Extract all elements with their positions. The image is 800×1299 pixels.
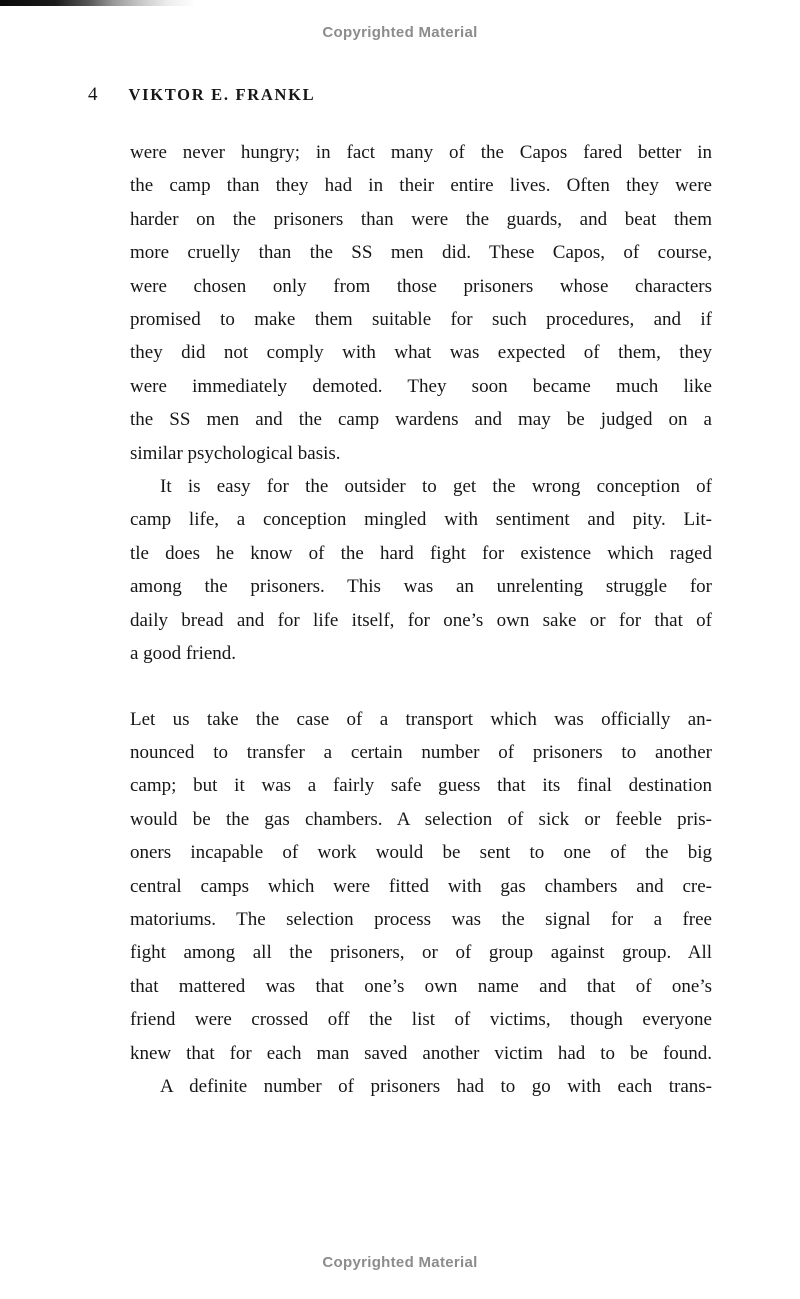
paragraph [130, 136, 712, 470]
text-line: matoriums. The selection process was the signal for a free [130, 908, 712, 930]
paragraph [130, 703, 712, 1070]
text-line: would be the gas chambers. A selection of sick or feeble pris- [130, 808, 712, 830]
text-line: the camp than they had in their entire lives. Often they were [130, 175, 712, 197]
text-line: friend were crossed off the list of victims, though everyone [130, 1009, 712, 1031]
paragraph [130, 470, 712, 670]
copyright-notice-bottom: Copyrighted Material [322, 1254, 478, 1271]
text-line: a good friend. [130, 643, 237, 665]
text-line: camp; but it was a fairly safe guess that its final destination [130, 775, 712, 797]
text-line: more cruelly than the SS men did. These Capos, of course, [130, 242, 712, 264]
text-line: tle does he know of the hard fight for existence which raged [130, 542, 712, 564]
copyright-notice-top: Copyrighted Material [322, 24, 478, 41]
text-line: knew that for each man saved another victim had to be found. [130, 1042, 712, 1064]
body-text [130, 136, 712, 1103]
text-line: camp life, a conception mingled with sentiment and pity. Lit- [130, 509, 712, 531]
paragraph [130, 1070, 712, 1103]
text-line: A definite number of prisoners had to go with each trans- [160, 1075, 712, 1097]
text-line: It is easy for the outsider to get the wrong conception of [160, 476, 712, 498]
page-number: 4 [88, 84, 98, 105]
text-line: were chosen only from those prisoners whose characters [130, 275, 712, 297]
text-line: were immediately demoted. They soon became much like [130, 375, 712, 397]
text-line: Let us take the case of a transport which was officially an- [130, 708, 712, 730]
text-line: were never hungry; in fact many of the Capos fared better in [130, 142, 712, 163]
text-line: central camps which were fitted with gas chambers and cre- [130, 875, 712, 897]
text-line: daily bread and for life itself, for one’s own sake or for that of [130, 609, 712, 631]
text-line: that mattered was that one’s own name and that of one’s [130, 975, 712, 997]
text-line: the SS men and the camp wardens and may be judged on a [130, 409, 712, 431]
text-line: oners incapable of work would be sent to one of the big [130, 842, 712, 864]
text-line: promised to make them suitable for such procedures, and if [130, 309, 712, 331]
text-line: among the prisoners. This was an unrelenting struggle for [130, 576, 712, 598]
text-line: similar psychological basis. [130, 442, 341, 464]
running-header [88, 84, 315, 106]
text-line: they did not comply with what was expected of them, they [130, 342, 712, 364]
text-line: fight among all the prisoners, or of group against group. All [130, 942, 712, 964]
text-line: nounced to transfer a certain number of prisoners to another [130, 741, 712, 763]
text-line: harder on the prisoners than were the guards, and beat them [130, 208, 712, 230]
scan-edge-artifact [0, 0, 196, 6]
running-header-author: VIKTOR E. FRANKL [128, 85, 316, 104]
